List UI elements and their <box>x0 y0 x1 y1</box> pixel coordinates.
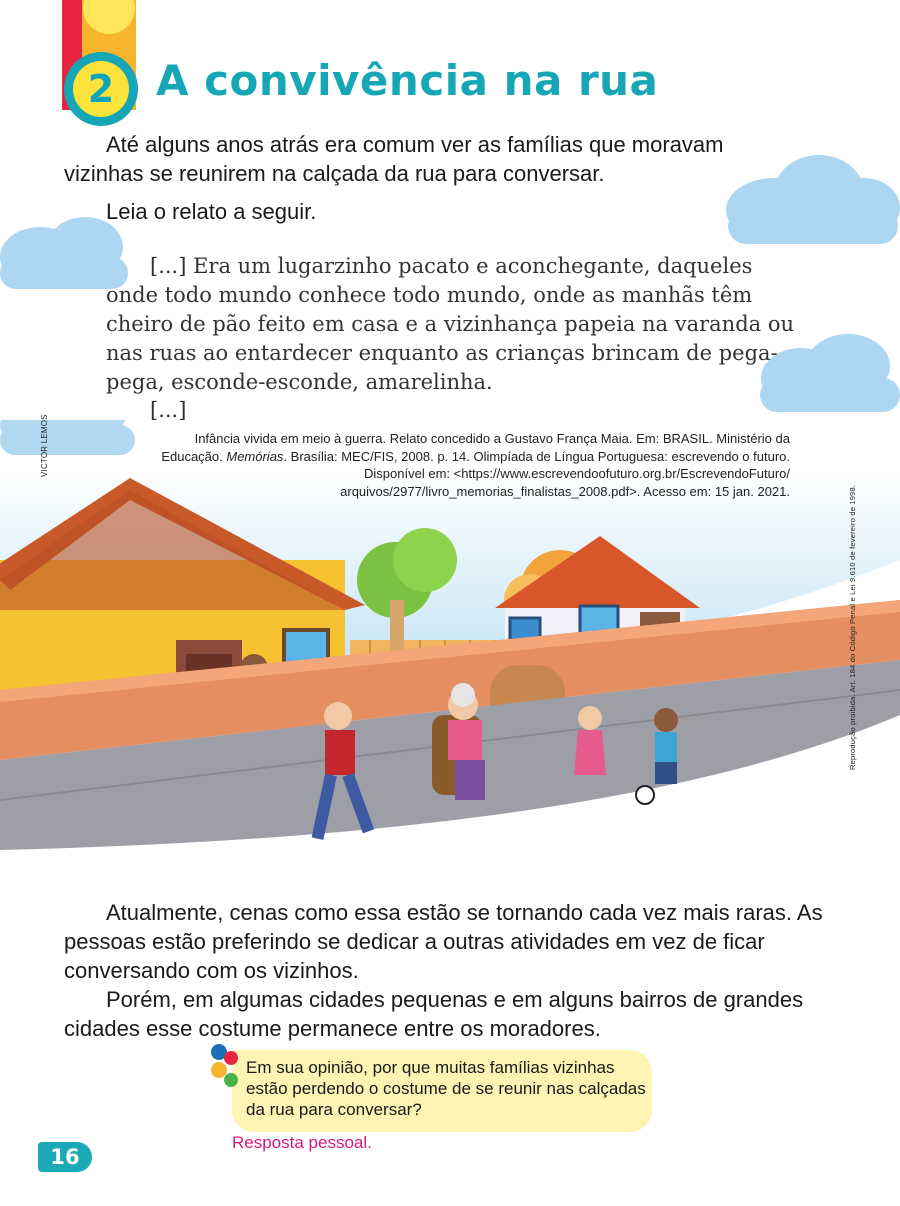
page-title: A convivência na rua <box>156 56 659 105</box>
page-number: 16 <box>50 1145 80 1169</box>
intro-lead: Leia o relato a seguir. <box>106 199 317 224</box>
source-book-title: Memórias <box>226 448 284 464</box>
question-text: Em sua opinião, por que muitas famílias vizinhas estão perdendo o costume de se reunir nas calçadas da rua para conversar? <box>246 1058 646 1119</box>
source-citation-text: Infância vivida em meio à guerra. Relato concedido a Gustavo França Maia. Em: BRASIL. Ministério da Educação. <box>161 431 790 464</box>
source-citation-text: . Brasília: MEC/FIS, 2008. p. 14. Olimpíada de Língua Portuguesa: escrevendo o futuro. Disponível em: <https://www.escrevendoofuturo.org.br/EscrevendoFuturo/ arquivos/2977/livro_memorias_finalistas_2008.pdf>. Acesso em: 15 jan. 2021. <box>283 448 790 499</box>
body-paragraph: Porém, em algumas cidades pequenas e em alguns bairros de grandes cidades esse costume permanece entre os moradores. <box>64 987 804 1041</box>
legal-notice: Reprodução proibida. Art. 184 do Código Penal e Lei 9.610 de fevereiro de 1998. <box>848 484 857 770</box>
chapter-number: 2 <box>87 67 115 111</box>
source-citation <box>150 430 790 500</box>
quoted-testimony: [...] Era um lugarzinho pacato e aconchegante, daqueles onde todo mundo conhece todo mundo, onde as manhãs têm cheiro de pão feito em casa e a vizinhança papeia na varanda ou nas ruas ao entardecer enquanto as crianças brincam de pega-pega, esconde-esconde, amarelinha. <box>106 254 795 394</box>
body-paragraph: Atualmente, cenas como essa estão se tornando cada vez mais raras. As pessoas estão preferindo se dedicar a outras atividades em vez de ficar conversando com os vizinhos. <box>64 900 823 983</box>
illustrator-credit: VICTOR LEMOS <box>40 414 49 477</box>
quote-ellipsis: [...] <box>150 398 187 422</box>
intro-paragraph: Até alguns anos atrás era comum ver as famílias que moravam vizinhas se reunirem na calçada da rua para conversar. <box>64 132 724 186</box>
answer-hint: Resposta pessoal. <box>232 1133 372 1152</box>
speech-bubbles-icon <box>205 1042 243 1092</box>
